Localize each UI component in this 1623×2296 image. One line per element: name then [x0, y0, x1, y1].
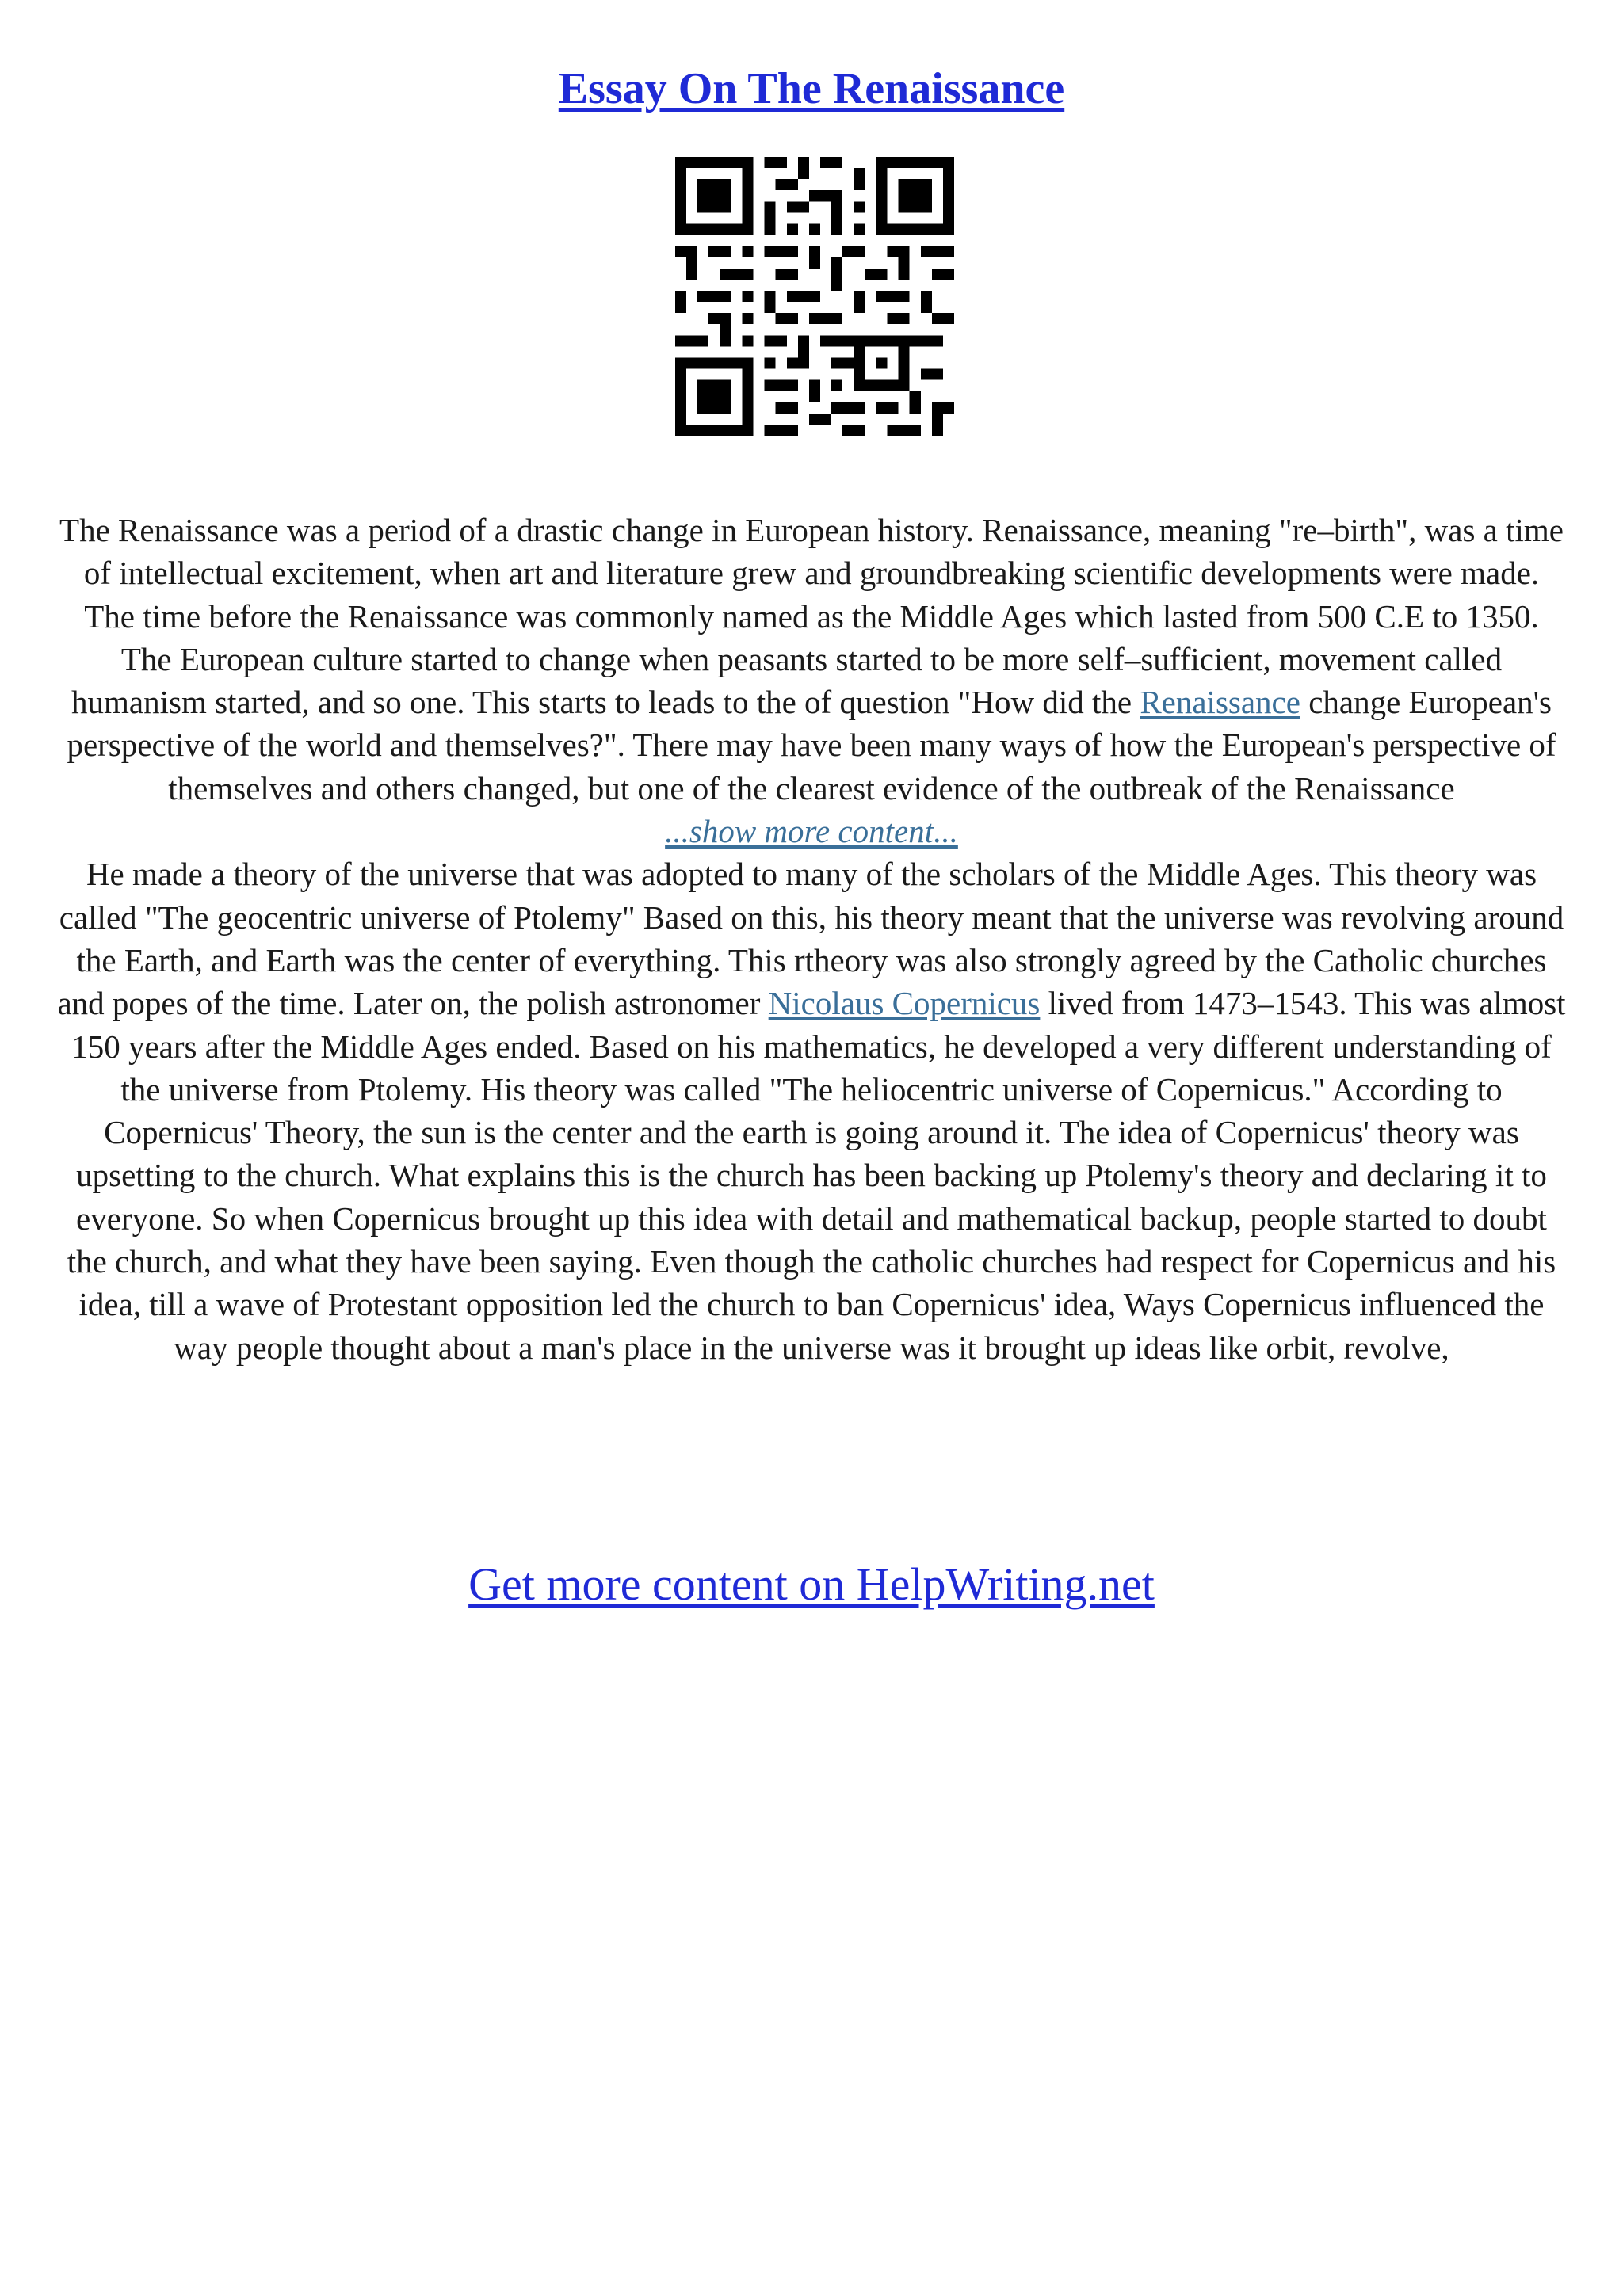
title-link[interactable]: Essay On The Renaissance: [558, 64, 1065, 113]
renaissance-link[interactable]: Renaissance: [1140, 684, 1300, 721]
essay-paragraph-1: [55, 509, 1568, 852]
paragraph-2-text-a: He made a theory of the universe that was adopted to many of the scholars of the Middle Ages. This theory was called "The geocentric universe of Ptolemy" Based on this, his theory meant that the universe was revolving around the Earth, and Earth was the center of everything. This rtheory was also strongly agreed by the Catholic churches and popes of the time. Later on, the polish astronomer: [57, 856, 1564, 1022]
paragraph-1-text-b: change European's perspective of the world and themselves?". There may have been many ways of how the European's perspective of themselves and others changed, but one of the clearest evidence of the outbreak of the Renaissance: [67, 684, 1556, 807]
page-title: [0, 57, 1623, 120]
qr-code-icon: [675, 157, 954, 436]
get-more-content-link[interactable]: Get more content on HelpWriting.net: [468, 1558, 1155, 1610]
essay-body: [55, 509, 1568, 1369]
paragraph-2-text-b: lived from 1473–1543. This was almost 150 years after the Middle Ages ended. Based on his mathematics, he developed a very different understanding of the universe from Ptolemy. His theory was called "The heliocentric universe of Copernicus." According to Copernicus' Theory, the sun is the center and the earth is going around it. The idea of Copernicus' theory was upsetting to the church. What explains this is the church has been backing up Ptolemy's theory and declaring it to everyone. So when Copernicus brought up this idea with detail and mathematical backup, people started to doubt the church, and what they have been saying. Even though the catholic churches had respect for Copernicus and his idea, till a wave of Protestant opposition led the church to ban Copernicus' idea, Ways Copernicus influenced the way people thought about a man's place in the universe was it brought up ideas like orbit, revolve,: [67, 985, 1566, 1366]
qr-code-graphic: [675, 157, 954, 436]
cta-block: [0, 1553, 1623, 1616]
copernicus-link[interactable]: Nicolaus Copernicus: [768, 985, 1041, 1022]
essay-paragraph-2: [55, 852, 1568, 1369]
paragraph-1-text-a: The Renaissance was a period of a drastic change in European history. Renaissance, meaning "re–birth", was a time of intellectual excitement, when art and literature grew and groundbreaking scientific developments were made. The time before the Renaissance was commonly named as the Middle Ages which lasted from 500 C.E to 1350. The European culture started to change when peasants started to be more self–sufficient, movement called humanism started, and so one. This starts to leads to the of question "How did the: [59, 512, 1564, 721]
show-more-link[interactable]: ...show more content...: [665, 813, 958, 850]
